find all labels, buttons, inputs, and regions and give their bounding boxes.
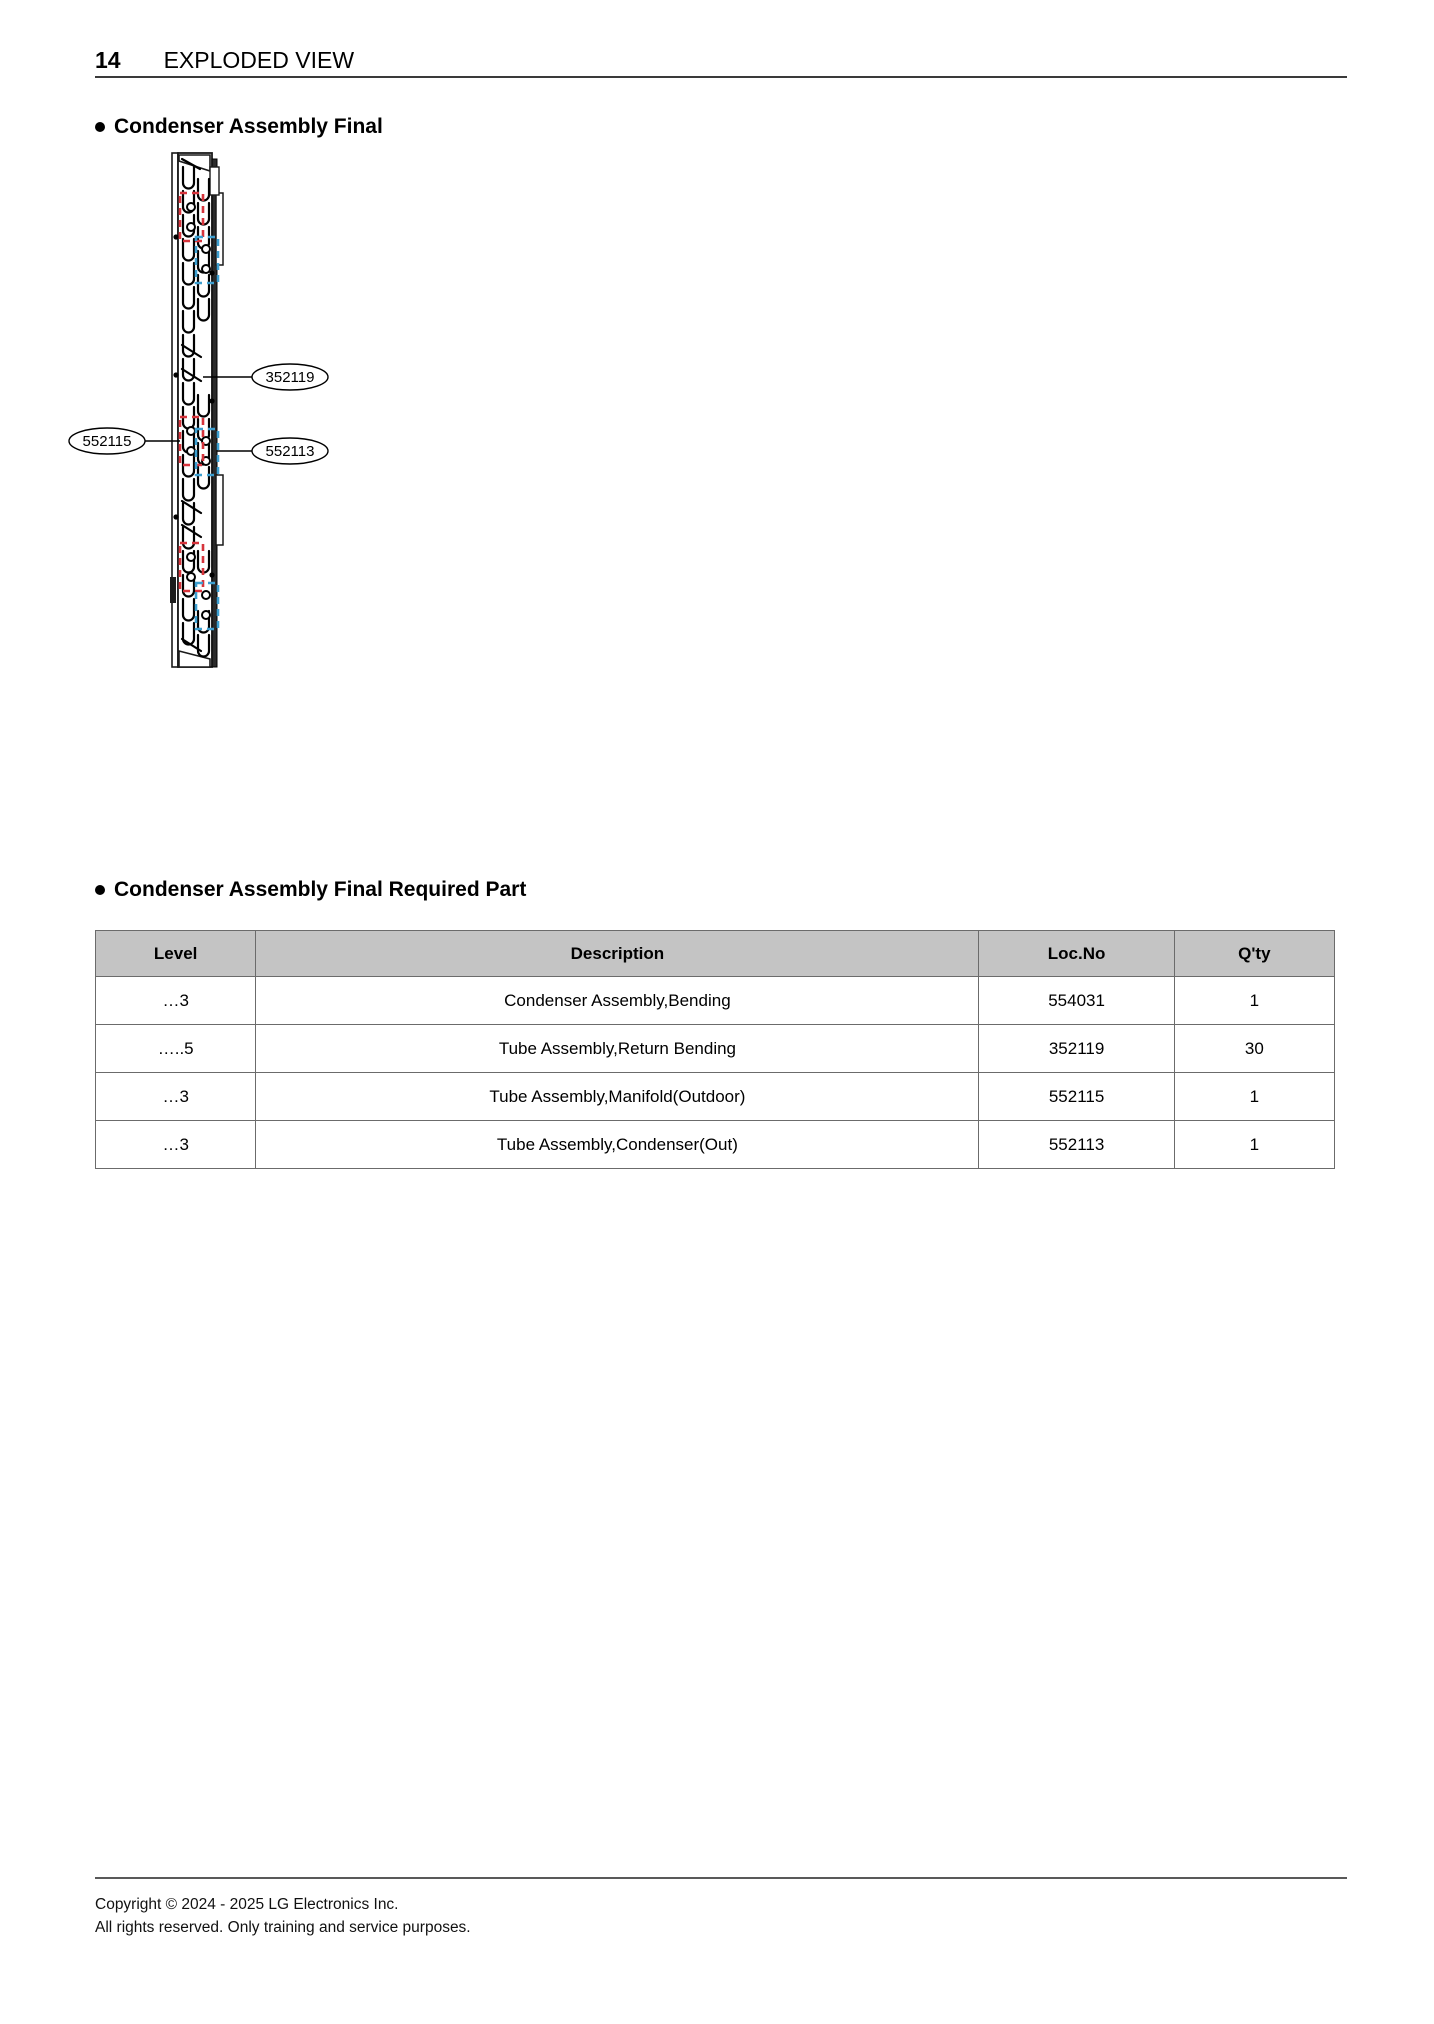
callout-552115[interactable] — [69, 428, 145, 454]
table-row — [96, 1121, 1335, 1169]
table-header-row — [96, 931, 1335, 977]
footer-divider — [95, 1877, 1347, 1879]
cell-description: Condenser Assembly,Bending — [256, 977, 979, 1025]
bullet-icon — [95, 885, 105, 895]
cell-description: Tube Assembly,Manifold(Outdoor) — [256, 1073, 979, 1121]
footer-rights-line: All rights reserved. Only training and service purposes. — [95, 1919, 471, 1936]
cell-qty: 30 — [1174, 1025, 1334, 1073]
callout-352119[interactable] — [252, 364, 328, 390]
footer — [95, 1893, 471, 1939]
callout-552115-label: 552115 — [82, 433, 132, 450]
section-heading-table-label: Condenser Assembly Final Required Part — [114, 878, 527, 901]
page-number: 14 — [95, 47, 121, 73]
cell-loc-no: 552113 — [979, 1121, 1174, 1169]
column-header-description: Description — [256, 931, 979, 977]
cell-loc-no: 552115 — [979, 1073, 1174, 1121]
section-heading-diagram — [95, 115, 383, 139]
cell-description: Tube Assembly,Return Bending — [256, 1025, 979, 1073]
coil-bracket-lower — [216, 475, 223, 545]
exploded-view-diagram — [60, 145, 480, 675]
cell-qty: 1 — [1174, 1073, 1334, 1121]
table-row — [96, 977, 1335, 1025]
callout-352119-label: 352119 — [265, 369, 315, 386]
cell-level: …3 — [96, 1073, 256, 1121]
cell-level: …3 — [96, 1121, 256, 1169]
column-header-level: Level — [96, 931, 256, 977]
callout-552113[interactable] — [252, 438, 328, 464]
condenser-assembly-drawing — [60, 145, 480, 675]
table-row — [96, 1025, 1335, 1073]
cell-qty: 1 — [1174, 1121, 1334, 1169]
section-heading-diagram-label: Condenser Assembly Final — [114, 115, 383, 138]
page-header-title: EXPLODED VIEW — [163, 47, 355, 73]
cell-description: Tube Assembly,Condenser(Out) — [256, 1121, 979, 1169]
callout-552113-label: 552113 — [265, 443, 315, 460]
coil-tab-top — [210, 167, 219, 195]
coil-tab-left — [170, 577, 176, 603]
section-heading-table — [95, 878, 526, 902]
header-divider — [95, 76, 1347, 78]
cell-level: …3 — [96, 977, 256, 1025]
page-header — [95, 30, 1347, 72]
column-header-qty: Q'ty — [1174, 931, 1334, 977]
bullet-icon — [95, 122, 105, 132]
cell-level: …..5 — [96, 1025, 256, 1073]
cell-loc-no: 554031 — [979, 977, 1174, 1025]
cell-qty: 1 — [1174, 977, 1334, 1025]
column-header-loc-no: Loc.No — [979, 931, 1174, 977]
table-row — [96, 1073, 1335, 1121]
cell-loc-no: 352119 — [979, 1025, 1174, 1073]
footer-copyright-line: Copyright © 2024 - 2025 LG Electronics Inc. — [95, 1896, 399, 1913]
required-parts-table — [95, 930, 1335, 1169]
